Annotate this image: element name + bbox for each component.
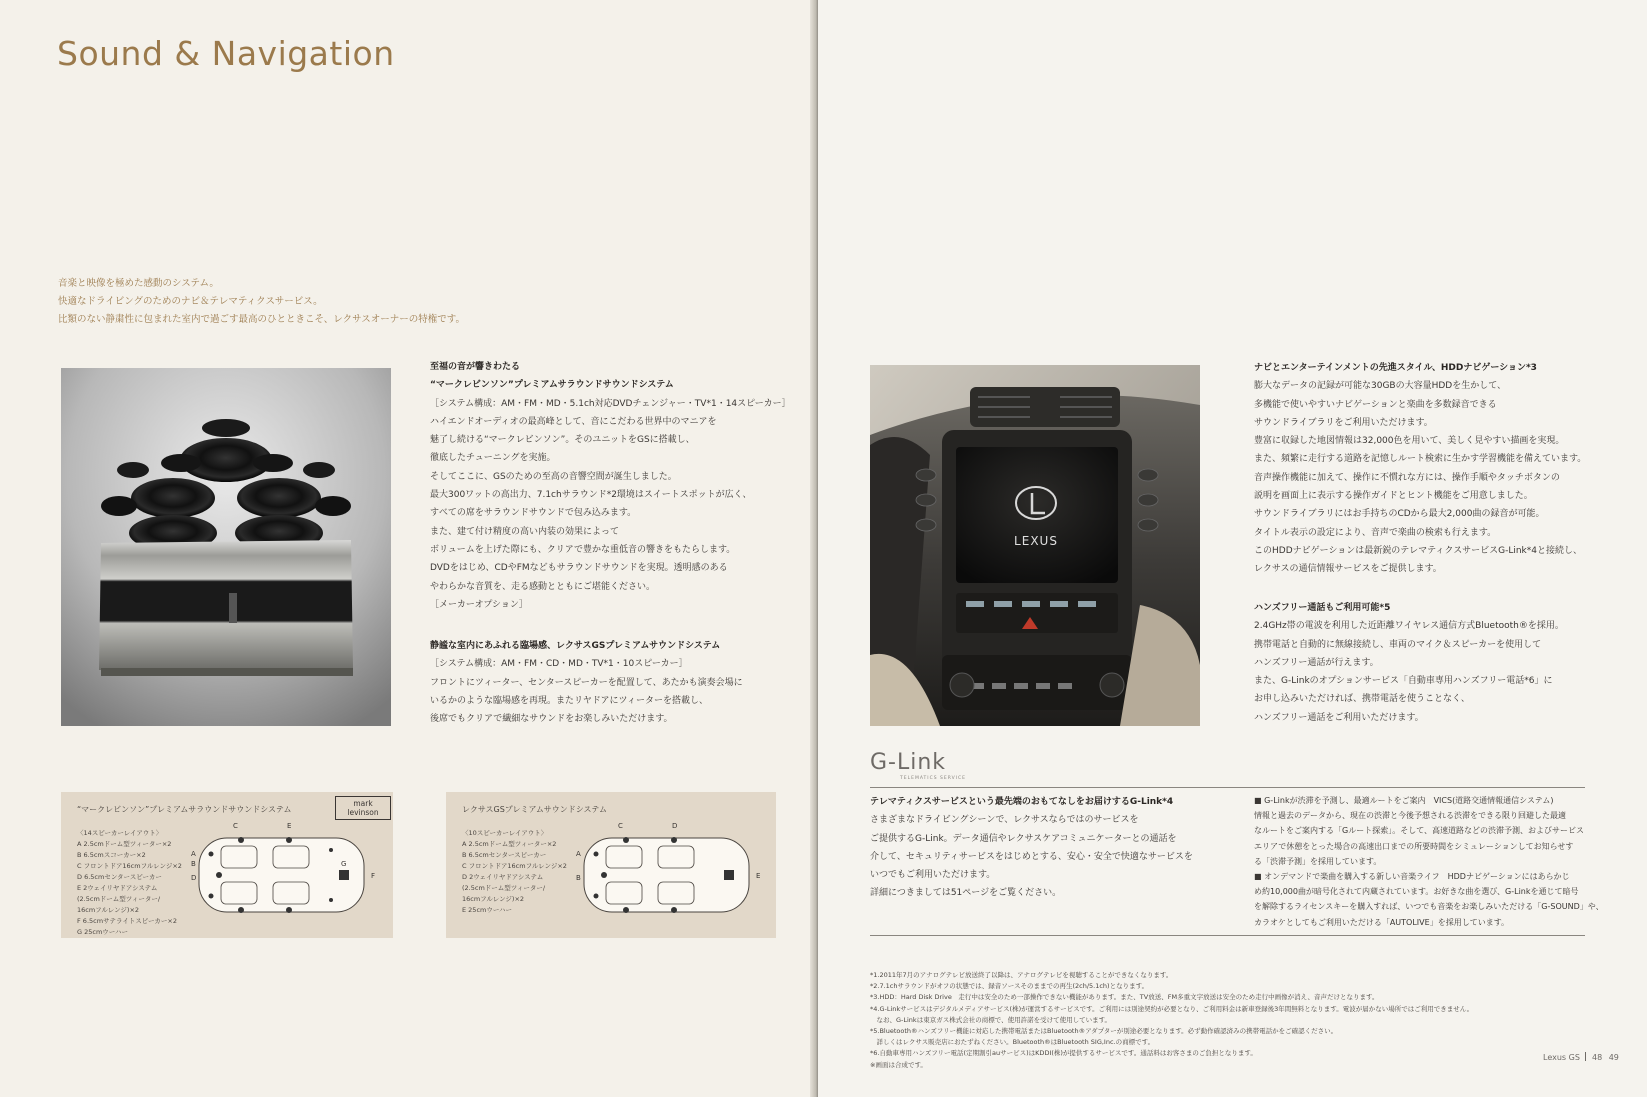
g-link-features-text — [1254, 793, 1604, 930]
text-line: エリアで休憩をとった場合の高速出口までの所要時間をシミュレーションしてお知らせす — [1254, 841, 1574, 851]
lexus-screen-logo: LEXUS — [1014, 534, 1058, 548]
divider — [870, 787, 1585, 788]
diagram-label: F — [371, 872, 376, 880]
diagram-title: “マークレビンソン”プレミアムサラウンドサウンドシステム — [77, 805, 292, 814]
text-line: そしてここに、GSのための至高の音響空間が誕生しました。 — [430, 471, 677, 482]
text-line: また、頻繁に走行する道路を記憶しルート検索に生かす学習機能を備えています。 — [1254, 454, 1587, 465]
footnote: *4.G-Linkサービスはデジタルメディアサービス(株)が運営するサービスです。ご利用には別途契約が必要となり、ご利用料金は新車登録後3年間無料となります。電波が届かない場所ではご利用できません。 — [870, 1004, 1474, 1013]
text-line: 多機能で使いやすいナビゲーションと楽曲を多数録音できる — [1254, 399, 1497, 410]
left-page — [0, 0, 815, 1097]
text-line: いるかのような臨場感を再現。またリヤドアにツィーターを搭載し、 — [430, 695, 709, 706]
text-line: を解除するライセンスキーを購入すれば、いつでも音楽をお楽しみいただける「G-SOUND」や、 — [1254, 902, 1604, 912]
text-line: いつでもご利用いただけます。 — [870, 870, 996, 881]
text-line: 音声操作機能に加えて、操作に不慣れな方には、操作手順やタッチボタンの — [1254, 472, 1560, 483]
legend-line: 16cmフルレンジ)×2 — [462, 895, 525, 903]
text-line: また、G-Linkのオプションサービス「自動車専用ハンズフリー電話*6」に — [1254, 676, 1553, 687]
footnote: 詳しくはレクサス販売店におたずねください。Bluetooth®はBluetooth SIG,Inc.の商標です。 — [870, 1038, 1155, 1047]
legend-line: F 6.5cmサテライトスピーカー×2 — [77, 917, 177, 925]
legend-line: E 25cmウーハー — [462, 906, 513, 914]
footnote: *1.2011年7月のアナログテレビ放送終了以降は、アナログテレビを視聴することができなくなります。 — [870, 971, 1173, 979]
text-line: ボリュームを上げた際にも、クリアで豊かな重低音の響きをもたらします。 — [430, 544, 736, 555]
legend-line: D 2ウェイリヤドアシステム — [462, 873, 544, 881]
text-line: サウンドライブラリにはお手持ちのCDから最大2,000曲の録音が可能。 — [1254, 509, 1545, 520]
diagram-legend — [77, 828, 182, 938]
text-line: レクサスの通信情報サービスをご提供します。 — [1254, 564, 1442, 575]
hdd-navigation-text — [1254, 359, 1586, 579]
text-line: ハンズフリー通話が行えます。 — [1254, 657, 1379, 668]
text-line: なルートをご案内する「Gルート探索」。そして、高速道路などの渋滞予測、およびサービス — [1254, 826, 1585, 836]
text-line: このHDDナビゲーションは最新鋭のテレマティクスサービスG-Link*4と接続し、 — [1254, 545, 1582, 556]
car-layout-diagram — [191, 820, 381, 930]
intro-text — [58, 275, 498, 329]
text-line: タイトル表示の設定により、音声で楽曲の検索も行えます。 — [1254, 527, 1497, 538]
text-line: 魅了し続ける“マークレビンソン”。そのユニットをGSに搭載し、 — [430, 435, 695, 446]
legend-line: A 2.5cmドーム型ツィーター×2 — [462, 840, 557, 848]
text-line: サウンドライブラリをご利用いただけます。 — [1254, 417, 1433, 428]
legend-line: C フロントドア16cmフルレンジ×2 — [462, 862, 567, 870]
legend-line: B 6.5cmセンタースピーカー — [462, 851, 547, 859]
text-line: 後席でもクリアで繊細なサウンドをお楽しみいただけます。 — [430, 714, 673, 725]
handsfree-heading: ハンズフリー通話もご利用可能*5 — [1254, 603, 1391, 613]
footer-divider — [1585, 1052, 1586, 1061]
nav-heading: ナビとエンターテインメントの先進スタイル、HDDナビゲーション*3 — [1254, 363, 1537, 373]
page-footer — [1543, 1052, 1619, 1062]
ml-speaker-diagram — [61, 792, 393, 938]
ml-heading-1: 至福の音が響きわたる — [430, 362, 521, 372]
diagram-label: E — [287, 822, 292, 830]
text-line: め約10,000曲が暗号化されて内蔵されています。お好きな曲を選び、G-Linkを通じて暗号 — [1254, 887, 1579, 897]
diagram-label: C — [233, 822, 238, 830]
text-line: 介して、セキュリティサービスをはじめとする、安心・安全で快適なサービスを — [870, 851, 1193, 862]
diagram-label: B — [576, 874, 581, 882]
text-line: る「渋滞予測」を採用しています。 — [1254, 856, 1382, 866]
text-line: さまざまなドライビングシーンで、レクサスならではのサービスを — [870, 815, 1139, 826]
footnote: ※画面は合成です。 — [870, 1060, 927, 1069]
text-line: 説明を画面上に表示する操作ガイドとヒント機能をご用意しました。 — [1254, 491, 1533, 502]
footnote: *2.7.1chサラウンドがオフの状態では、録音ソースそのままでの再生(2ch/5.1ch)となります。 — [870, 982, 1149, 991]
text-line: ■ G-Linkが渋滞を予測し、最適ルートをご案内 VICS(道路交通情報通信システム) — [1254, 796, 1554, 805]
intro-line: 音楽と映像を極めた感動のシステム。 — [58, 278, 219, 289]
text-line: ［システム構成：AM・FM・CD・MD・TV*1・10スピーカー］ — [430, 659, 688, 670]
text-line: 最大300ワットの高出力、7.1chサラウンド*2環境はスイートスポットが広く、 — [430, 490, 752, 501]
footnotes — [870, 970, 1473, 1071]
page-title: Sound & Navigation — [57, 34, 395, 73]
diagram-label: D — [672, 822, 678, 830]
text-line: 膨大なデータの記録が可能な30GBの大容量HDDを生かして、 — [1254, 381, 1507, 392]
text-line: ご提供するG-Link。データ通信やレクサスケアコミュニケーターとの通話を — [870, 833, 1177, 844]
legend-line: C フロントドア16cmフルレンジ×2 — [77, 862, 182, 870]
gs-heading: 静謐な室内にあふれる臨場感、レクサスGSプレミアムサウンドシステム — [430, 641, 721, 651]
text-line: ハンズフリー通話をご利用いただけます。 — [1254, 712, 1424, 723]
text-line: 詳細につきましては51ページをご覧ください。 — [870, 888, 1062, 899]
footer-brand: Lexus GS — [1543, 1053, 1580, 1062]
legend-line: 〈10スピーカーレイアウト〉 — [462, 829, 548, 837]
diagram-legend — [462, 828, 567, 916]
legend-line: D 6.5cmセンタースピーカー — [77, 873, 162, 881]
text-line: また、建て付け精度の高い内装の効果によって — [430, 526, 620, 537]
diagram-label: B — [191, 860, 196, 868]
gs-speaker-diagram — [446, 792, 776, 938]
text-line: やわらかな音質を、走る感動とともにご堪能ください。 — [430, 581, 656, 592]
diagram-label: C — [618, 822, 623, 830]
footnote: *6.自動車専用ハンズフリー電話(定期割引auサービス)はKDDI(株)が提供するサービスです。通話料はお客さまのご負担となります。 — [870, 1049, 1257, 1058]
text-line: 徹底したチューニングを実施。 — [430, 453, 556, 464]
legend-line: 16cmフルレンジ)×2 — [77, 906, 140, 914]
page-number-left: 48 — [1591, 1053, 1603, 1062]
diagram-label: A — [191, 850, 196, 858]
mark-levinson-text — [430, 358, 791, 614]
text-line: フロントにツィーター、センタースピーカーを配置して、あたかも演奏会場に — [430, 677, 743, 688]
text-line: 豊富に収録した地図情報は32,000色を用いて、美しく見やすい描画を実現。 — [1254, 436, 1565, 447]
mark-levinson-logo: mark levinson — [335, 796, 391, 820]
text-line: 2.4GHz帯の電波を利用した近距離ワイヤレス通信方式Bluetooth®を採用。 — [1254, 621, 1564, 632]
divider — [870, 935, 1585, 936]
g-link-heading: テレマティクスサービスという最先端のおもてなしをお届けするG-Link*4 — [870, 797, 1174, 807]
gs-premium-text — [430, 637, 743, 728]
page-number-right: 49 — [1608, 1053, 1619, 1062]
legend-line: 〈14スピーカーレイアウト〉 — [77, 829, 163, 837]
diagram-label: E — [756, 872, 761, 880]
text-line: ［システム構成：AM・FM・MD・5.1ch対応DVDチェンジャー・TV*1・14スピーカー］ — [430, 398, 791, 409]
footnote: なお、G-Linkは東京ガス株式会社の商標で、使用許諾を受けて使用しています。 — [870, 1015, 1112, 1024]
diagram-label: A — [576, 850, 581, 858]
legend-line: (2.5cmドーム型ツィーター/ — [77, 895, 161, 903]
footnote: *3.HDD：Hard Disk Drive 走行中は安全のため一部操作できない機能があります。また、TV放送、FM多重文字放送は安全のため走行中画像が消え、音声だけとなります。 — [870, 993, 1379, 1002]
g-link-text — [870, 793, 1193, 903]
diagram-label: G — [341, 860, 347, 868]
text-line: DVDをはじめ、CDやFMなどもサラウンドサウンドを実現。透明感のある — [430, 563, 728, 574]
navigation-dashboard-photo — [870, 365, 1200, 726]
legend-line: E 2ウェイリヤドアシステム — [77, 884, 158, 892]
intro-line: 比類のない静粛性に包まれた室内で過ごす最高のひとときこそ、レクサスオーナーの特権です。 — [58, 314, 465, 325]
text-line: ■ オンデマンドで楽曲を購入する新しい音楽ライフ HDDナビゲーションにはあらかじ — [1254, 872, 1570, 882]
legend-line: (2.5cmドーム型ツィーター/ — [462, 884, 546, 892]
speaker-system-photo — [61, 368, 391, 726]
legend-line: B 6.5cmスコーカー×2 — [77, 851, 146, 859]
handsfree-text — [1254, 599, 1564, 727]
text-line: ［メーカーオプション］ — [430, 599, 528, 610]
diagram-label: D — [191, 874, 197, 882]
g-link-logo: G-Link — [870, 750, 947, 775]
text-line: カラオケとしてもご利用いただける「AUTOLIVE」を採用しています。 — [1254, 917, 1510, 927]
footnote: *5.Bluetooth®ハンズフリー機能に対応した携帯電話またはBluetooth®アダプターが別途必要となります。必ず動作確認済みの携帯電話かをご確認ください。 — [870, 1027, 1338, 1036]
intro-line: 快適なドライビングのためのナビ＆テレマティクスサービス。 — [58, 296, 323, 307]
text-line: 情報と過去のデータから、現在の渋滞と今後予想される渋滞をできる限り回避した最適 — [1254, 811, 1566, 821]
text-line: すべての席をサラウンドサウンドで包み込みます。 — [430, 508, 637, 519]
text-line: 携帯電話と自動的に無線接続し、車両のマイク＆スピーカーを使用して — [1254, 639, 1542, 650]
car-layout-diagram — [576, 820, 766, 930]
ml-heading-2: “マークレビンソン”プレミアムサラウンドサウンドシステム — [430, 380, 674, 391]
legend-line: G 25cmウーハー — [77, 928, 128, 936]
text-line: お申し込みいただければ、携帯電話を使うことなく、 — [1254, 694, 1470, 705]
diagram-title: レクサスGSプレミアムサウンドシステム — [462, 805, 607, 814]
g-link-logo-subtitle: TELEMATICS SERVICE — [900, 776, 967, 781]
legend-line: A 2.5cmドーム型ツィーター×2 — [77, 840, 172, 848]
text-line: ハイエンドオーディオの最高峰として、音にこだわる世界中のマニアを — [430, 416, 717, 427]
